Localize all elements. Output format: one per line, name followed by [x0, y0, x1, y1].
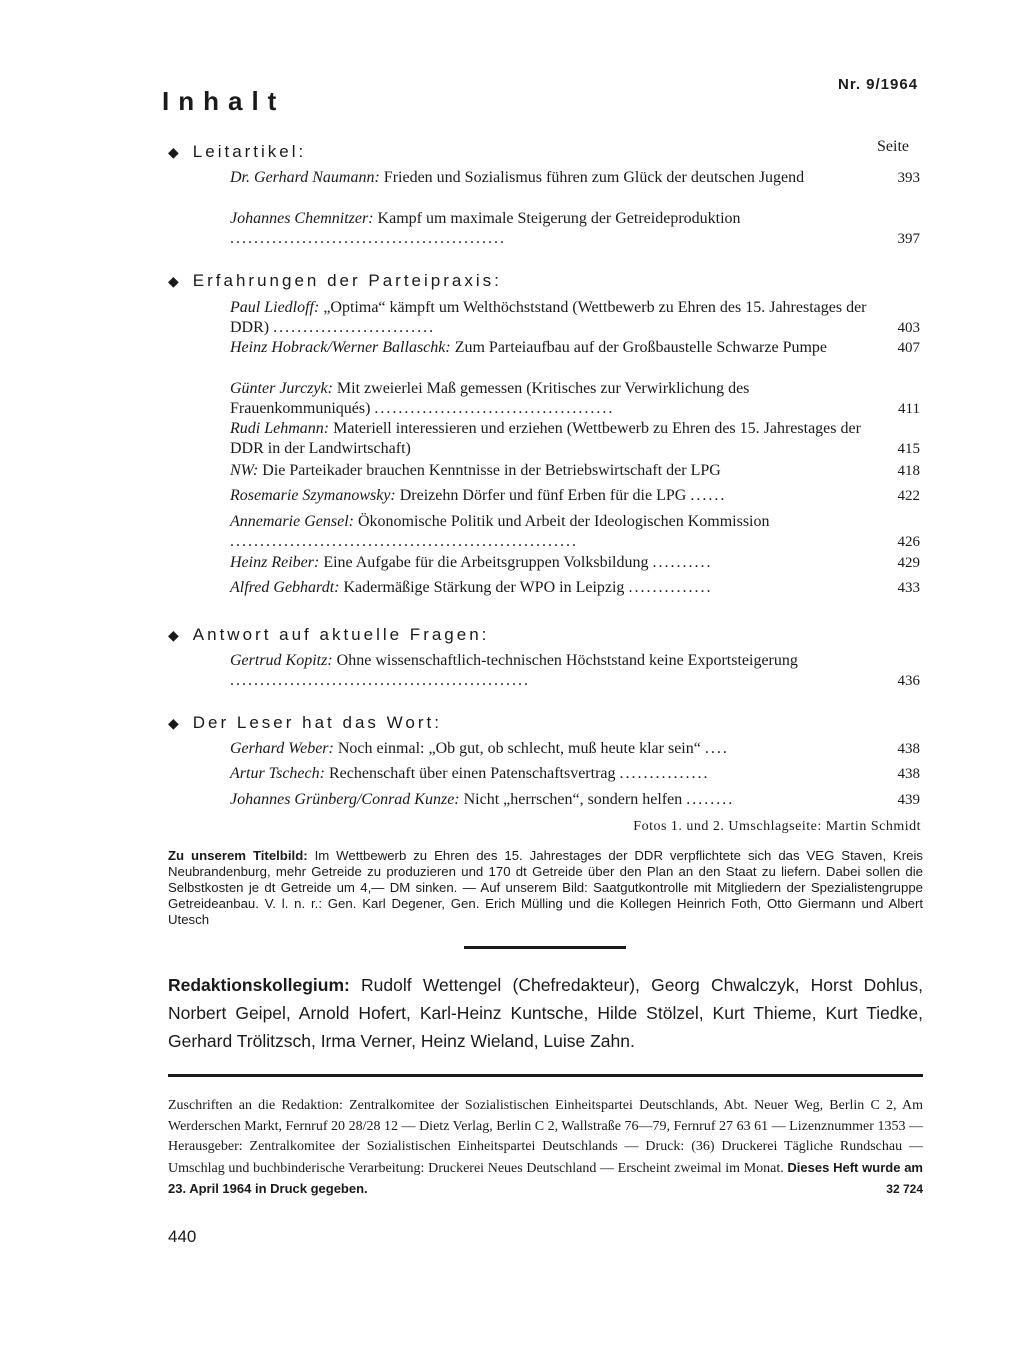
toc-entry: Heinz Reiber: Eine Aufgabe für die Arbeitsgruppen Volksbildung .......... 429	[230, 554, 920, 571]
print-number: 32 724	[886, 1182, 923, 1196]
toc-entry: Annemarie Gensel: Ökonomische Politik und Arbeit der Ideologischen Kommission .......................................................... 426	[230, 513, 920, 550]
diamond-bullet-icon: ◆	[168, 273, 179, 289]
divider	[168, 1074, 923, 1077]
toc-entry: Gertrud Kopitz: Ohne wissenschaftlich-technischen Höchststand keine Exportsteigerung .................................................. 436	[230, 652, 920, 689]
toc-entry: Dr. Gerhard Naumann: Frieden und Sozialismus führen zum Glück der deutschen Jugend 393	[230, 169, 920, 186]
editorial-board: Redaktionskollegium: Rudolf Wettengel (Chefredakteur), Georg Chwalczyk, Horst Dohlus, Norbert Geipel, Arnold Hofert, Karl-Heinz Kuntsche, Hilde Stölzel, Kurt Thieme, Kurt Tiedke, Gerhard Trölitzsch, Irma Verner, Heinz Wieland, Luise Zahn.	[168, 975, 923, 1051]
section-heading-parteipraxis: ◆ Erfahrungen der Parteipraxis:	[168, 271, 502, 290]
toc-entry: Artur Tschech: Rechenschaft über einen Patenschaftsvertrag ............... 438	[230, 765, 920, 782]
toc-entry: Gerhard Weber: Noch einmal: „Ob gut, ob schlecht, muß heute klar sein“ .... 438	[230, 740, 920, 757]
section-heading-leitartikel: ◆ Leitartikel:	[168, 142, 307, 161]
diamond-bullet-icon: ◆	[168, 715, 179, 731]
toc-entry: Paul Liedloff: „Optima“ kämpft um Welthöchststand (Wettbewerb zu Ehren des 15. Jahrestages der DDR) ........................... 403	[230, 299, 920, 336]
toc-entry: Heinz Hobrack/Werner Ballaschk: Zum Parteiaufbau auf der Großbaustelle Schwarze Pumpe 407	[230, 339, 920, 356]
page-column-header: Seite	[877, 138, 909, 155]
toc-entry: Günter Jurczyk: Mit zweierlei Maß gemessen (Kritisches zur Verwirklichung des Frauenkommuniqués) ........................................ 411	[230, 380, 920, 417]
toc-entry: Rudi Lehmann: Materiell interessieren und erziehen (Wettbewerb zu Ehren des 15. Jahrestages der DDR in der Landwirtschaft) 415	[230, 420, 920, 457]
cover-caption: Zu unserem Titelbild: Im Wettbewerb zu Ehren des 15. Jahrestages der DDR verpflichtete sich das VEG Staven, Kreis Neubrandenburg, mehr Getreide zu produzieren und 170 dt Getreide über den Plan an den Staat zu liefern. Dabei sollen die Selbstkosten je dt Getreide um 4,— DM sinken. — Auf unserem Bild: Saatgutkontrolle mit Mitgliedern der Spezialistengruppe Getreideanbau. V. l. n. r.: Gen. Karl Degener, Gen. Erich Mülling und die Kollegen Heinrich Foth, Otto Giermann und Albert Utesch	[168, 848, 923, 927]
section-heading-leser: ◆ Der Leser hat das Wort:	[168, 713, 442, 732]
diamond-bullet-icon: ◆	[168, 627, 179, 643]
page-title: Inhalt	[162, 86, 286, 116]
imprint: Zuschriften an die Redaktion: Zentralkomitee der Sozialistischen Einheitspartei Deutschlands, Abt. Neuer Weg, Berlin C 2, Am Werderschen Markt, Fernruf 20 28/28 12 — Dietz Verlag, Berlin C 2, Wallstraße 76—79, Fernruf 27 63 61 — Lizenznummer 1353 — Herausgeber: Zentralkomitee der Sozialistischen Einheitspartei Deutschlands — Druck: (36) Druckerei Tägliche Rundschau — Umschlag und buchbinderische Verarbeitung: Druckerei Neues Deutschland — Erscheint zweimal im Monat. Dieses Heft wurde am 23. April 1964 in Druck gegeben. 32 724	[168, 1096, 923, 1201]
toc-entry: Rosemarie Szymanowsky: Dreizehn Dörfer und fünf Erben für die LPG ...... 422	[230, 487, 920, 504]
photo-credits: Fotos 1. und 2. Umschlagseite: Martin Schmidt	[633, 819, 921, 834]
diamond-bullet-icon: ◆	[168, 144, 179, 160]
divider	[464, 946, 626, 949]
section-heading-antwort: ◆ Antwort auf aktuelle Fragen:	[168, 625, 490, 644]
toc-entry: Johannes Grünberg/Conrad Kunze: Nicht „herrschen“, sondern helfen ........ 439	[230, 791, 920, 808]
issue-number: Nr. 9/1964	[838, 76, 919, 93]
page-number: 440	[168, 1227, 197, 1246]
toc-entry: NW: Die Parteikader brauchen Kenntnisse in der Betriebswirtschaft der LPG 418	[230, 462, 920, 479]
toc-entry: Alfred Gebhardt: Kadermäßige Stärkung der WPO in Leipzig .............. 433	[230, 579, 920, 596]
toc-entry: Johannes Chemnitzer: Kampf um maximale Steigerung der Getreideproduktion .............................................. 397	[230, 210, 920, 247]
